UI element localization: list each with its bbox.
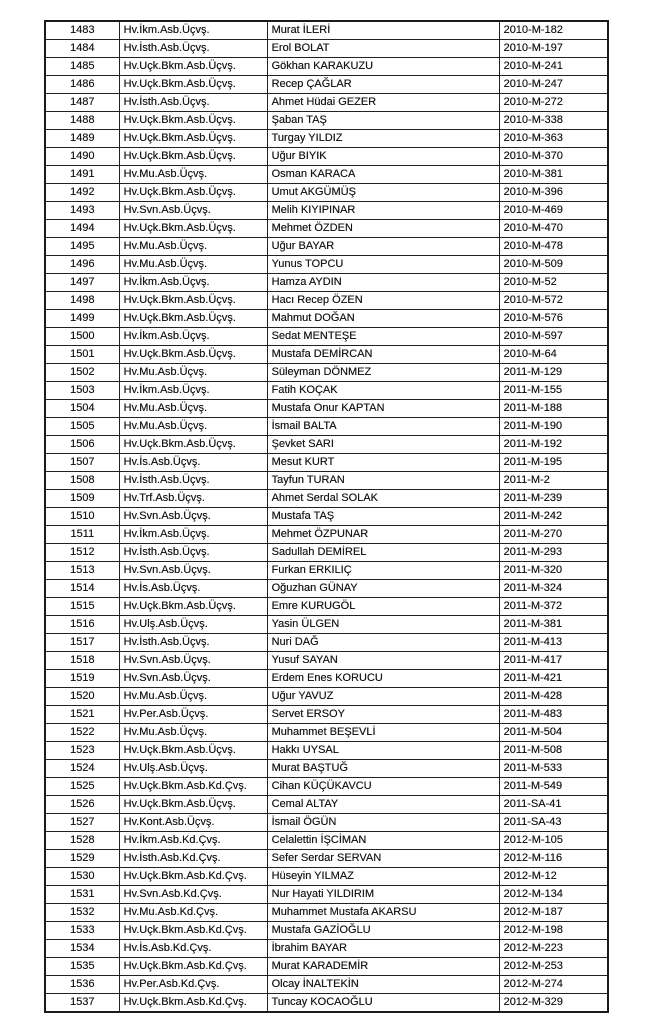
rank-branch-cell: Hv.Uçk.Bkm.Asb.Üçvş.	[119, 130, 267, 148]
sequence-number-cell: 1531	[45, 886, 119, 904]
table-row	[45, 994, 608, 1013]
sequence-number-cell: 1487	[45, 94, 119, 112]
sequence-number-cell: 1515	[45, 598, 119, 616]
registration-number-cell: 2011-M-504	[499, 724, 608, 742]
full-name-cell: Mehmet ÖZDEN	[267, 220, 499, 238]
full-name-cell: Muhammet BEŞEVLİ	[267, 724, 499, 742]
registration-number-cell: 2010-M-272	[499, 94, 608, 112]
full-name-cell: Murat KARADEMİR	[267, 958, 499, 976]
registration-number-cell: 2010-M-576	[499, 310, 608, 328]
full-name-cell: Emre KURUGÖL	[267, 598, 499, 616]
sequence-number-cell: 1488	[45, 112, 119, 130]
registration-number-cell: 2011-M-549	[499, 778, 608, 796]
sequence-number-cell: 1530	[45, 868, 119, 886]
registration-number-cell: 2010-M-52	[499, 274, 608, 292]
table-row	[45, 922, 608, 940]
rank-branch-cell: Hv.Mu.Asb.Üçvş.	[119, 364, 267, 382]
rank-branch-cell: Hv.Kont.Asb.Üçvş.	[119, 814, 267, 832]
registration-number-cell: 2010-M-363	[499, 130, 608, 148]
full-name-cell: Muhammet Mustafa AKARSU	[267, 904, 499, 922]
full-name-cell: Osman KARACA	[267, 166, 499, 184]
full-name-cell: Ahmet Hüdai GEZER	[267, 94, 499, 112]
full-name-cell: Hamza AYDIN	[267, 274, 499, 292]
registration-number-cell: 2010-M-469	[499, 202, 608, 220]
table-row	[45, 760, 608, 778]
sequence-number-cell: 1523	[45, 742, 119, 760]
registration-number-cell: 2011-M-533	[499, 760, 608, 778]
table-row	[45, 940, 608, 958]
sequence-number-cell: 1490	[45, 148, 119, 166]
table-row	[45, 508, 608, 526]
registration-number-cell: 2012-M-329	[499, 994, 608, 1013]
full-name-cell: Cemal ALTAY	[267, 796, 499, 814]
table-row	[45, 274, 608, 292]
table-row	[45, 886, 608, 904]
registration-number-cell: 2011-M-381	[499, 616, 608, 634]
sequence-number-cell: 1492	[45, 184, 119, 202]
registration-number-cell: 2012-M-12	[499, 868, 608, 886]
rank-branch-cell: Hv.Mu.Asb.Üçvş.	[119, 238, 267, 256]
registration-number-cell: 2012-M-116	[499, 850, 608, 868]
full-name-cell: İbrahim BAYAR	[267, 940, 499, 958]
rank-branch-cell: Hv.İsth.Asb.Üçvş.	[119, 544, 267, 562]
sequence-number-cell: 1524	[45, 760, 119, 778]
registration-number-cell: 2010-M-247	[499, 76, 608, 94]
sequence-number-cell: 1520	[45, 688, 119, 706]
sequence-number-cell: 1518	[45, 652, 119, 670]
rank-branch-cell: Hv.Uçk.Bkm.Asb.Üçvş.	[119, 220, 267, 238]
sequence-number-cell: 1512	[45, 544, 119, 562]
table-row	[45, 652, 608, 670]
table-row	[45, 40, 608, 58]
rank-branch-cell: Hv.Svn.Asb.Kd.Çvş.	[119, 886, 267, 904]
rank-branch-cell: Hv.İkm.Asb.Üçvş.	[119, 274, 267, 292]
rank-branch-cell: Hv.Uçk.Bkm.Asb.Kd.Çvş.	[119, 922, 267, 940]
registration-number-cell: 2011-M-129	[499, 364, 608, 382]
rank-branch-cell: Hv.Uçk.Bkm.Asb.Üçvş.	[119, 76, 267, 94]
sequence-number-cell: 1493	[45, 202, 119, 220]
table-row	[45, 382, 608, 400]
table-row	[45, 400, 608, 418]
table-row	[45, 292, 608, 310]
rank-branch-cell: Hv.İkm.Asb.Üçvş.	[119, 328, 267, 346]
full-name-cell: Fatih KOÇAK	[267, 382, 499, 400]
sequence-number-cell: 1521	[45, 706, 119, 724]
rank-branch-cell: Hv.Mu.Asb.Üçvş.	[119, 724, 267, 742]
rank-branch-cell: Hv.Svn.Asb.Üçvş.	[119, 652, 267, 670]
table-row	[45, 706, 608, 724]
personnel-table	[44, 20, 609, 1013]
sequence-number-cell: 1533	[45, 922, 119, 940]
registration-number-cell: 2011-M-417	[499, 652, 608, 670]
rank-branch-cell: Hv.Uçk.Bkm.Asb.Kd.Çvş.	[119, 868, 267, 886]
rank-branch-cell: Hv.Svn.Asb.Üçvş.	[119, 202, 267, 220]
table-row	[45, 346, 608, 364]
rank-branch-cell: Hv.Mu.Asb.Kd.Çvş.	[119, 904, 267, 922]
sequence-number-cell: 1509	[45, 490, 119, 508]
table-row	[45, 742, 608, 760]
personnel-table-body	[45, 21, 608, 1012]
table-row	[45, 958, 608, 976]
table-row	[45, 544, 608, 562]
table-row	[45, 58, 608, 76]
full-name-cell: Umut AKGÜMÜŞ	[267, 184, 499, 202]
registration-number-cell: 2011-M-413	[499, 634, 608, 652]
full-name-cell: Tuncay KOCAOĞLU	[267, 994, 499, 1013]
full-name-cell: Yusuf SAYAN	[267, 652, 499, 670]
registration-number-cell: 2011-M-372	[499, 598, 608, 616]
rank-branch-cell: Hv.İsth.Asb.Üçvş.	[119, 40, 267, 58]
full-name-cell: Cihan KÜÇÜKAVCU	[267, 778, 499, 796]
registration-number-cell: 2011-M-155	[499, 382, 608, 400]
registration-number-cell: 2011-M-188	[499, 400, 608, 418]
sequence-number-cell: 1505	[45, 418, 119, 436]
rank-branch-cell: Hv.Per.Asb.Üçvş.	[119, 706, 267, 724]
rank-branch-cell: Hv.İsth.Asb.Üçvş.	[119, 94, 267, 112]
full-name-cell: Erol BOLAT	[267, 40, 499, 58]
sequence-number-cell: 1534	[45, 940, 119, 958]
sequence-number-cell: 1529	[45, 850, 119, 868]
sequence-number-cell: 1486	[45, 76, 119, 94]
table-row	[45, 562, 608, 580]
rank-branch-cell: Hv.Mu.Asb.Üçvş.	[119, 256, 267, 274]
table-row	[45, 310, 608, 328]
sequence-number-cell: 1502	[45, 364, 119, 382]
table-row	[45, 364, 608, 382]
full-name-cell: Mesut KURT	[267, 454, 499, 472]
sequence-number-cell: 1484	[45, 40, 119, 58]
table-row	[45, 778, 608, 796]
full-name-cell: Furkan ERKILIÇ	[267, 562, 499, 580]
sequence-number-cell: 1537	[45, 994, 119, 1013]
table-row	[45, 112, 608, 130]
table-row	[45, 328, 608, 346]
sequence-number-cell: 1504	[45, 400, 119, 418]
sequence-number-cell: 1483	[45, 21, 119, 40]
table-row	[45, 220, 608, 238]
registration-number-cell: 2012-M-253	[499, 958, 608, 976]
registration-number-cell: 2010-M-64	[499, 346, 608, 364]
table-row	[45, 868, 608, 886]
registration-number-cell: 2011-M-483	[499, 706, 608, 724]
table-row	[45, 526, 608, 544]
sequence-number-cell: 1497	[45, 274, 119, 292]
full-name-cell: Mustafa GAZİOĞLU	[267, 922, 499, 940]
registration-number-cell: 2012-M-198	[499, 922, 608, 940]
registration-number-cell: 2012-M-187	[499, 904, 608, 922]
full-name-cell: İsmail BALTA	[267, 418, 499, 436]
registration-number-cell: 2010-M-381	[499, 166, 608, 184]
full-name-cell: Yunus TOPCU	[267, 256, 499, 274]
full-name-cell: Celalettin İŞCİMAN	[267, 832, 499, 850]
registration-number-cell: 2012-M-134	[499, 886, 608, 904]
rank-branch-cell: Hv.Trf.Asb.Üçvş.	[119, 490, 267, 508]
full-name-cell: Şevket SARI	[267, 436, 499, 454]
sequence-number-cell: 1532	[45, 904, 119, 922]
sequence-number-cell: 1513	[45, 562, 119, 580]
rank-branch-cell: Hv.İsth.Asb.Kd.Çvş.	[119, 850, 267, 868]
rank-branch-cell: Hv.Uçk.Bkm.Asb.Üçvş.	[119, 796, 267, 814]
rank-branch-cell: Hv.Svn.Asb.Üçvş.	[119, 670, 267, 688]
table-row	[45, 238, 608, 256]
full-name-cell: Mustafa DEMİRCAN	[267, 346, 499, 364]
sequence-number-cell: 1519	[45, 670, 119, 688]
sequence-number-cell: 1485	[45, 58, 119, 76]
full-name-cell: Servet ERSOY	[267, 706, 499, 724]
table-row	[45, 130, 608, 148]
sequence-number-cell: 1499	[45, 310, 119, 328]
registration-number-cell: 2011-M-324	[499, 580, 608, 598]
registration-number-cell: 2011-M-192	[499, 436, 608, 454]
registration-number-cell: 2011-M-242	[499, 508, 608, 526]
rank-branch-cell: Hv.İkm.Asb.Üçvş.	[119, 526, 267, 544]
registration-number-cell: 2011-M-320	[499, 562, 608, 580]
sequence-number-cell: 1494	[45, 220, 119, 238]
rank-branch-cell: Hv.Uçk.Bkm.Asb.Kd.Çvş.	[119, 994, 267, 1013]
table-row	[45, 472, 608, 490]
full-name-cell: Olcay İNALTEKİN	[267, 976, 499, 994]
full-name-cell: Şaban TAŞ	[267, 112, 499, 130]
registration-number-cell: 2011-M-428	[499, 688, 608, 706]
full-name-cell: Nuri DAĞ	[267, 634, 499, 652]
full-name-cell: Sedat MENTEŞE	[267, 328, 499, 346]
rank-branch-cell: Hv.Mu.Asb.Üçvş.	[119, 418, 267, 436]
sequence-number-cell: 1510	[45, 508, 119, 526]
table-row	[45, 256, 608, 274]
sequence-number-cell: 1522	[45, 724, 119, 742]
table-row	[45, 688, 608, 706]
rank-branch-cell: Hv.Uçk.Bkm.Asb.Üçvş.	[119, 436, 267, 454]
rank-branch-cell: Hv.İkm.Asb.Kd.Çvş.	[119, 832, 267, 850]
table-row	[45, 814, 608, 832]
full-name-cell: Mustafa Onur KAPTAN	[267, 400, 499, 418]
registration-number-cell: 2010-M-182	[499, 21, 608, 40]
full-name-cell: Gökhan KARAKUZU	[267, 58, 499, 76]
table-row	[45, 418, 608, 436]
table-row	[45, 184, 608, 202]
registration-number-cell: 2010-M-572	[499, 292, 608, 310]
registration-number-cell: 2010-M-396	[499, 184, 608, 202]
sequence-number-cell: 1535	[45, 958, 119, 976]
full-name-cell: Murat İLERİ	[267, 21, 499, 40]
table-row	[45, 94, 608, 112]
table-row	[45, 670, 608, 688]
rank-branch-cell: Hv.İs.Asb.Kd.Çvş.	[119, 940, 267, 958]
registration-number-cell: 2010-M-241	[499, 58, 608, 76]
rank-branch-cell: Hv.Ulş.Asb.Üçvş.	[119, 760, 267, 778]
table-row	[45, 832, 608, 850]
sequence-number-cell: 1489	[45, 130, 119, 148]
table-row	[45, 436, 608, 454]
rank-branch-cell: Hv.Mu.Asb.Üçvş.	[119, 688, 267, 706]
full-name-cell: Süleyman DÖNMEZ	[267, 364, 499, 382]
table-row	[45, 76, 608, 94]
rank-branch-cell: Hv.Mu.Asb.Üçvş.	[119, 400, 267, 418]
rank-branch-cell: Hv.Uçk.Bkm.Asb.Üçvş.	[119, 346, 267, 364]
registration-number-cell: 2010-M-509	[499, 256, 608, 274]
sequence-number-cell: 1528	[45, 832, 119, 850]
table-row	[45, 634, 608, 652]
sequence-number-cell: 1525	[45, 778, 119, 796]
sequence-number-cell: 1507	[45, 454, 119, 472]
sequence-number-cell: 1498	[45, 292, 119, 310]
rank-branch-cell: Hv.Uçk.Bkm.Asb.Kd.Çvş.	[119, 778, 267, 796]
rank-branch-cell: Hv.İkm.Asb.Üçvş.	[119, 21, 267, 40]
rank-branch-cell: Hv.İs.Asb.Üçvş.	[119, 454, 267, 472]
rank-branch-cell: Hv.Uçk.Bkm.Asb.Üçvş.	[119, 112, 267, 130]
full-name-cell: Nur Hayati YILDIRIM	[267, 886, 499, 904]
full-name-cell: Sadullah DEMİREL	[267, 544, 499, 562]
registration-number-cell: 2010-M-470	[499, 220, 608, 238]
sequence-number-cell: 1506	[45, 436, 119, 454]
full-name-cell: İsmail ÖGÜN	[267, 814, 499, 832]
sequence-number-cell: 1536	[45, 976, 119, 994]
sequence-number-cell: 1491	[45, 166, 119, 184]
rank-branch-cell: Hv.Uçk.Bkm.Asb.Üçvş.	[119, 58, 267, 76]
full-name-cell: Tayfun TURAN	[267, 472, 499, 490]
rank-branch-cell: Hv.İs.Asb.Üçvş.	[119, 580, 267, 598]
registration-number-cell: 2012-M-223	[499, 940, 608, 958]
registration-number-cell: 2012-M-105	[499, 832, 608, 850]
full-name-cell: Hakkı UYSAL	[267, 742, 499, 760]
full-name-cell: Uğur BIYIK	[267, 148, 499, 166]
table-row	[45, 904, 608, 922]
full-name-cell: Melih KIYIPINAR	[267, 202, 499, 220]
registration-number-cell: 2010-M-370	[499, 148, 608, 166]
registration-number-cell: 2011-M-421	[499, 670, 608, 688]
registration-number-cell: 2011-M-508	[499, 742, 608, 760]
full-name-cell: Turgay YILDIZ	[267, 130, 499, 148]
registration-number-cell: 2011-M-195	[499, 454, 608, 472]
sequence-number-cell: 1516	[45, 616, 119, 634]
sequence-number-cell: 1511	[45, 526, 119, 544]
full-name-cell: Ahmet Serdal SOLAK	[267, 490, 499, 508]
full-name-cell: Hacı Recep ÖZEN	[267, 292, 499, 310]
sequence-number-cell: 1496	[45, 256, 119, 274]
rank-branch-cell: Hv.İsth.Asb.Üçvş.	[119, 634, 267, 652]
sequence-number-cell: 1514	[45, 580, 119, 598]
rank-branch-cell: Hv.Uçk.Bkm.Asb.Üçvş.	[119, 310, 267, 328]
rank-branch-cell: Hv.İkm.Asb.Üçvş.	[119, 382, 267, 400]
full-name-cell: Recep ÇAĞLAR	[267, 76, 499, 94]
registration-number-cell: 2011-M-239	[499, 490, 608, 508]
sequence-number-cell: 1495	[45, 238, 119, 256]
sequence-number-cell: 1517	[45, 634, 119, 652]
table-row	[45, 490, 608, 508]
sequence-number-cell: 1508	[45, 472, 119, 490]
table-row	[45, 976, 608, 994]
full-name-cell: Mahmut DOĞAN	[267, 310, 499, 328]
registration-number-cell: 2010-M-478	[499, 238, 608, 256]
rank-branch-cell: Hv.Uçk.Bkm.Asb.Üçvş.	[119, 598, 267, 616]
table-row	[45, 148, 608, 166]
full-name-cell: Erdem Enes KORUCU	[267, 670, 499, 688]
rank-branch-cell: Hv.Uçk.Bkm.Asb.Üçvş.	[119, 148, 267, 166]
rank-branch-cell: Hv.Mu.Asb.Üçvş.	[119, 166, 267, 184]
rank-branch-cell: Hv.Svn.Asb.Üçvş.	[119, 508, 267, 526]
registration-number-cell: 2010-M-197	[499, 40, 608, 58]
table-row	[45, 21, 608, 40]
sequence-number-cell: 1501	[45, 346, 119, 364]
sequence-number-cell: 1500	[45, 328, 119, 346]
table-row	[45, 454, 608, 472]
sequence-number-cell: 1503	[45, 382, 119, 400]
full-name-cell: Uğur YAVUZ	[267, 688, 499, 706]
table-row	[45, 580, 608, 598]
rank-branch-cell: Hv.İsth.Asb.Üçvş.	[119, 472, 267, 490]
registration-number-cell: 2011-SA-41	[499, 796, 608, 814]
full-name-cell: Sefer Serdar SERVAN	[267, 850, 499, 868]
full-name-cell: Mehmet ÖZPUNAR	[267, 526, 499, 544]
registration-number-cell: 2010-M-338	[499, 112, 608, 130]
registration-number-cell: 2012-M-274	[499, 976, 608, 994]
table-row	[45, 796, 608, 814]
sequence-number-cell: 1526	[45, 796, 119, 814]
registration-number-cell: 2011-M-190	[499, 418, 608, 436]
table-row	[45, 598, 608, 616]
full-name-cell: Yasin ÜLGEN	[267, 616, 499, 634]
rank-branch-cell: Hv.Uçk.Bkm.Asb.Üçvş.	[119, 292, 267, 310]
registration-number-cell: 2011-M-2	[499, 472, 608, 490]
registration-number-cell: 2011-M-293	[499, 544, 608, 562]
table-row	[45, 166, 608, 184]
rank-branch-cell: Hv.Ulş.Asb.Üçvş.	[119, 616, 267, 634]
full-name-cell: Oğuzhan GÜNAY	[267, 580, 499, 598]
table-row	[45, 724, 608, 742]
rank-branch-cell: Hv.Svn.Asb.Üçvş.	[119, 562, 267, 580]
registration-number-cell: 2011-SA-43	[499, 814, 608, 832]
rank-branch-cell: Hv.Uçk.Bkm.Asb.Üçvş.	[119, 742, 267, 760]
table-row	[45, 202, 608, 220]
table-row	[45, 850, 608, 868]
full-name-cell: Uğur BAYAR	[267, 238, 499, 256]
table-row	[45, 616, 608, 634]
sequence-number-cell: 1527	[45, 814, 119, 832]
full-name-cell: Murat BAŞTUĞ	[267, 760, 499, 778]
rank-branch-cell: Hv.Uçk.Bkm.Asb.Üçvş.	[119, 184, 267, 202]
full-name-cell: Hüseyin YILMAZ	[267, 868, 499, 886]
registration-number-cell: 2010-M-597	[499, 328, 608, 346]
rank-branch-cell: Hv.Per.Asb.Kd.Çvş.	[119, 976, 267, 994]
rank-branch-cell: Hv.Uçk.Bkm.Asb.Kd.Çvş.	[119, 958, 267, 976]
registration-number-cell: 2011-M-270	[499, 526, 608, 544]
full-name-cell: Mustafa TAŞ	[267, 508, 499, 526]
